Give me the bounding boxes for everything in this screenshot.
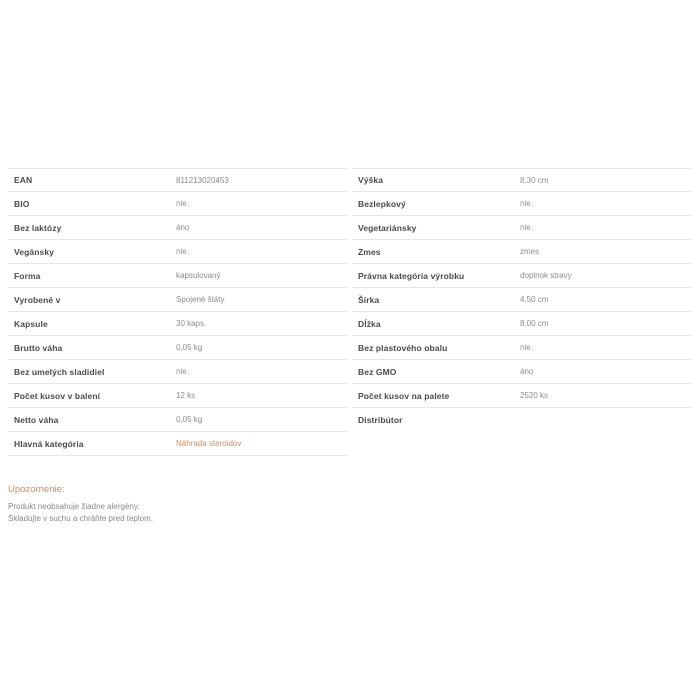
notice-block	[8, 484, 428, 525]
spec-label: Bezlepkový	[358, 198, 406, 209]
spec-value: 4.50 cm	[520, 295, 549, 304]
spec-value: nie	[176, 247, 187, 256]
spec-label: Brutto váha	[14, 342, 63, 353]
spec-value: doplnok stravy	[520, 271, 572, 280]
spec-row	[8, 216, 348, 240]
notice-title: Upozornenie:	[8, 484, 65, 495]
spec-row	[8, 312, 348, 336]
spec-label: Vyrobené v	[14, 294, 61, 305]
spec-label: Distribútor	[358, 415, 403, 425]
spec-label: Dĺžka	[358, 318, 381, 329]
spec-value: 0,05 kg	[176, 343, 203, 352]
spec-value: 8.30 cm	[520, 175, 549, 185]
spec-row	[8, 360, 348, 384]
spec-label: Bez plastového obalu	[358, 342, 448, 353]
spec-label: Kapsule	[14, 318, 48, 329]
spec-label: Hlavná kategória	[14, 438, 84, 449]
spec-row	[8, 168, 348, 192]
main-category-link[interactable]: Náhrada steroidov	[176, 439, 242, 448]
spec-value: nie	[176, 199, 187, 208]
spec-row	[352, 216, 692, 240]
spec-label: Bez GMO	[358, 366, 397, 377]
spec-value: 0,05 kg	[176, 415, 203, 424]
spec-label: Zmes	[358, 246, 381, 257]
spec-label: Netto váha	[14, 414, 59, 425]
spec-row	[8, 336, 348, 360]
notice-line: Skladujte v suchu a chráňte pred teplom.	[8, 514, 153, 523]
spec-row	[352, 384, 692, 408]
spec-value: kapsulovaný	[176, 271, 221, 280]
specifications-right-column	[352, 168, 692, 432]
spec-label: Počet kusov v balení	[14, 390, 101, 401]
specifications-left-column	[8, 168, 348, 456]
spec-label: Právna kategória výrobku	[358, 270, 465, 281]
spec-value: nie	[520, 199, 531, 208]
spec-label: Výška	[358, 175, 384, 185]
spec-row	[8, 240, 348, 264]
spec-row	[8, 264, 348, 288]
specifications-table	[8, 168, 692, 456]
spec-label: Bez laktózy	[14, 222, 62, 233]
spec-row	[352, 360, 692, 384]
spec-value: 2520 ks	[520, 391, 549, 400]
spec-row	[8, 384, 348, 408]
spec-row	[352, 408, 692, 432]
spec-label: Šírka	[358, 294, 380, 305]
spec-row	[352, 336, 692, 360]
spec-value: 30 kaps.	[176, 319, 207, 328]
spec-row	[352, 240, 692, 264]
spec-value: nie	[520, 223, 531, 232]
spec-row	[352, 168, 692, 192]
spec-row	[8, 288, 348, 312]
spec-row	[352, 192, 692, 216]
spec-value: nie	[520, 343, 531, 352]
spec-label: Vegánsky	[14, 246, 55, 257]
spec-value: Spojené štáty	[176, 295, 225, 304]
spec-row	[8, 408, 348, 432]
spec-value: nie	[176, 367, 187, 376]
spec-row	[352, 312, 692, 336]
spec-value: 12 ks	[176, 391, 196, 400]
spec-label: Počet kusov na palete	[358, 390, 450, 401]
spec-label: Vegetariánsky	[358, 222, 417, 233]
spec-value: áno	[176, 223, 190, 232]
spec-value: zmes	[520, 247, 540, 256]
spec-label: EAN	[14, 175, 33, 185]
spec-row	[8, 192, 348, 216]
spec-label: Forma	[14, 270, 41, 281]
spec-row-main-category	[8, 432, 348, 456]
spec-value: 8.00 cm	[520, 319, 549, 328]
spec-label: Bez umelých sladidiel	[14, 366, 105, 377]
notice-line: Produkt neobsahuje žiadne alergény.	[8, 502, 140, 511]
spec-value: 811213020453	[176, 175, 229, 185]
spec-row	[352, 264, 692, 288]
spec-label: BIO	[14, 198, 30, 209]
spec-row	[352, 288, 692, 312]
spec-value: áno	[520, 367, 534, 376]
